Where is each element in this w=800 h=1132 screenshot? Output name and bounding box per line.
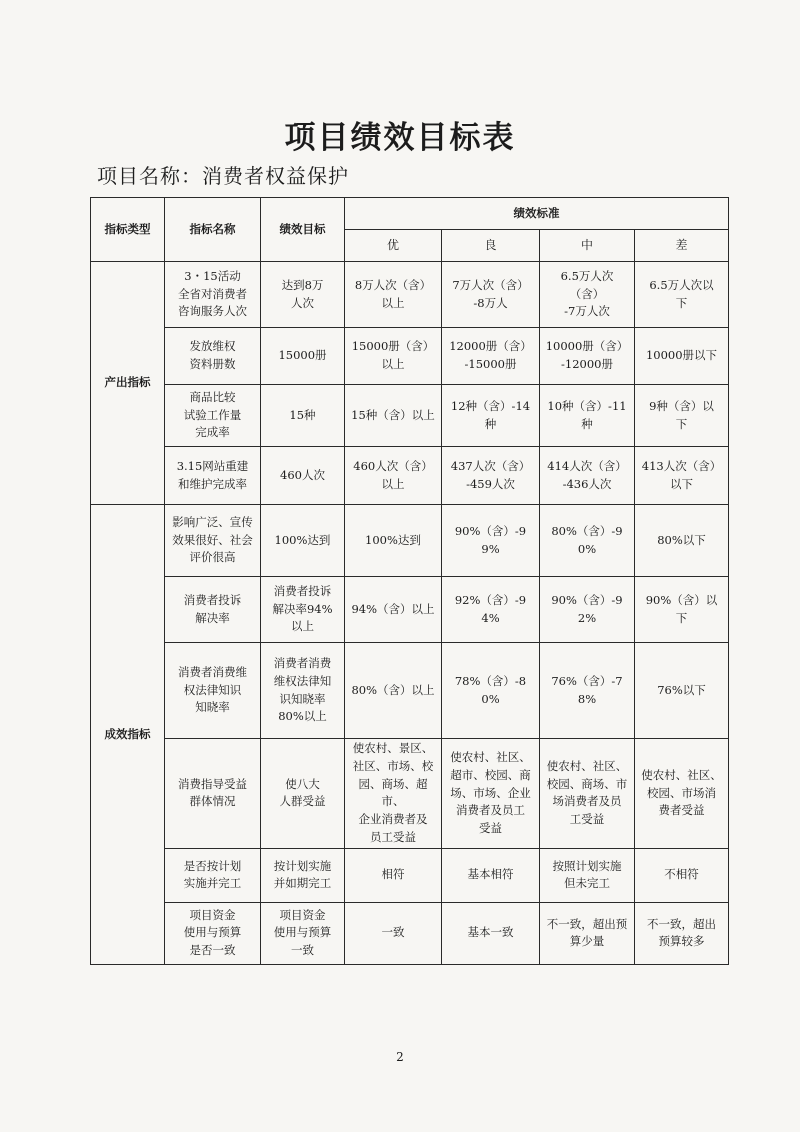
grade-poor: 90%（含）以 下 — [635, 577, 729, 643]
grade-medium: 90%（含）-92% — [540, 577, 635, 643]
grade-poor: 9种（含）以 下 — [635, 385, 729, 447]
header-name: 指标名称 — [165, 198, 261, 262]
grade-excellent: 一致 — [345, 902, 442, 964]
grade-good: 使农村、社区、 超市、校园、商 场、市场、企业 消费者及员工 受益 — [442, 739, 540, 849]
table-row — [91, 328, 729, 385]
table-row — [91, 262, 729, 328]
indicator-name: 影响广泛、宣传 效果很好、社会 评价很高 — [165, 505, 261, 577]
grade-medium: 414人次（含） -436人次 — [540, 447, 635, 505]
table-row — [91, 385, 729, 447]
indicator-target: 460人次 — [261, 447, 345, 505]
indicator-target: 15000册 — [261, 328, 345, 385]
indicator-target: 使八大 人群受益 — [261, 739, 345, 849]
indicator-target: 项目资金 使用与预算 一致 — [261, 902, 345, 964]
grade-poor: 不相符 — [635, 848, 729, 902]
performance-table — [90, 197, 729, 965]
indicator-name: 消费指导受益 群体情况 — [165, 739, 261, 849]
header-grade-excellent: 优 — [345, 230, 442, 262]
table-row — [91, 577, 729, 643]
grade-good: 基本一致 — [442, 902, 540, 964]
indicator-name: 是否按计划 实施并完工 — [165, 848, 261, 902]
grade-medium: 10000册（含） -12000册 — [540, 328, 635, 385]
grade-excellent: 8万人次（含） 以上 — [345, 262, 442, 328]
grade-poor: 10000册以下 — [635, 328, 729, 385]
grade-good: 78%（含）-80% — [442, 643, 540, 739]
grade-medium: 76%（含）-78% — [540, 643, 635, 739]
page-title: 项目绩效目标表 — [284, 120, 516, 156]
indicator-target: 按计划实施 并如期完工 — [261, 848, 345, 902]
table-row — [91, 447, 729, 505]
header-grade-good: 良 — [442, 230, 540, 262]
grade-poor: 413人次（含） 以下 — [635, 447, 729, 505]
indicator-name: 消费者消费维 权法律知识 知晓率 — [165, 643, 261, 739]
indicator-target: 消费者消费 维权法律知 识知晓率 80%以上 — [261, 643, 345, 739]
indicator-name: 项目资金 使用与预算 是否一致 — [165, 902, 261, 964]
header-grade-poor: 差 — [635, 230, 729, 262]
indicator-name: 消费者投诉 解决率 — [165, 577, 261, 643]
table-row — [91, 505, 729, 577]
grade-medium: 按照计划实施 但未完工 — [540, 848, 635, 902]
category-effect: 成效指标 — [91, 505, 165, 965]
grade-poor: 76%以下 — [635, 643, 729, 739]
grade-excellent: 80%（含）以上 — [345, 643, 442, 739]
indicator-name: 3・15活动 全省对消费者 咨询服务人次 — [165, 262, 261, 328]
header-type: 指标类型 — [91, 198, 165, 262]
category-output: 产出指标 — [91, 262, 165, 505]
grade-poor: 80%以下 — [635, 505, 729, 577]
grade-excellent: 使农村、景区、 社区、市场、校 园、商场、超市、 企业消费者及 员工受益 — [345, 739, 442, 849]
grade-poor: 不一致，超出 预算较多 — [635, 902, 729, 964]
indicator-target: 15种 — [261, 385, 345, 447]
header-target: 绩效目标 — [261, 198, 345, 262]
grade-good: 12000册（含） -15000册 — [442, 328, 540, 385]
indicator-name: 商品比较 试验工作量 完成率 — [165, 385, 261, 447]
table-row — [91, 902, 729, 964]
indicator-target: 消费者投诉 解决率94% 以上 — [261, 577, 345, 643]
table-row — [91, 643, 729, 739]
page-number: 2 — [396, 1050, 404, 1064]
grade-excellent: 15000册（含） 以上 — [345, 328, 442, 385]
indicator-name: 发放维权 资料册数 — [165, 328, 261, 385]
grade-good: 90%（含）-99% — [442, 505, 540, 577]
grade-excellent: 相符 — [345, 848, 442, 902]
grade-good: 92%（含）-94% — [442, 577, 540, 643]
header-standard: 绩效标准 — [345, 198, 729, 230]
grade-good: 7万人次（含） -8万人 — [442, 262, 540, 328]
table-row — [91, 739, 729, 849]
grade-medium: 使农村、社区、 校园、商场、市 场消费者及员 工受益 — [540, 739, 635, 849]
grade-poor: 6.5万人次以 下 — [635, 262, 729, 328]
grade-medium: 不一致，超出预 算少量 — [540, 902, 635, 964]
indicator-target: 100%达到 — [261, 505, 345, 577]
grade-good: 12种（含）-14 种 — [442, 385, 540, 447]
grade-good: 基本相符 — [442, 848, 540, 902]
table-row — [91, 848, 729, 902]
indicator-target: 达到8万 人次 — [261, 262, 345, 328]
grade-excellent: 460人次（含） 以上 — [345, 447, 442, 505]
grade-excellent: 15种（含）以上 — [345, 385, 442, 447]
grade-excellent: 100%达到 — [345, 505, 442, 577]
grade-excellent: 94%（含）以上 — [345, 577, 442, 643]
grade-poor: 使农村、社区、 校园、市场消 费者受益 — [635, 739, 729, 849]
grade-medium: 80%（含）-90% — [540, 505, 635, 577]
project-name: 项目名称：消费者权益保护 — [97, 164, 349, 188]
grade-medium: 6.5万人次（含） -7万人次 — [540, 262, 635, 328]
header-grade-medium: 中 — [540, 230, 635, 262]
grade-medium: 10种（含）-11 种 — [540, 385, 635, 447]
indicator-name: 3.15网站重建 和维护完成率 — [165, 447, 261, 505]
grade-good: 437人次（含） -459人次 — [442, 447, 540, 505]
